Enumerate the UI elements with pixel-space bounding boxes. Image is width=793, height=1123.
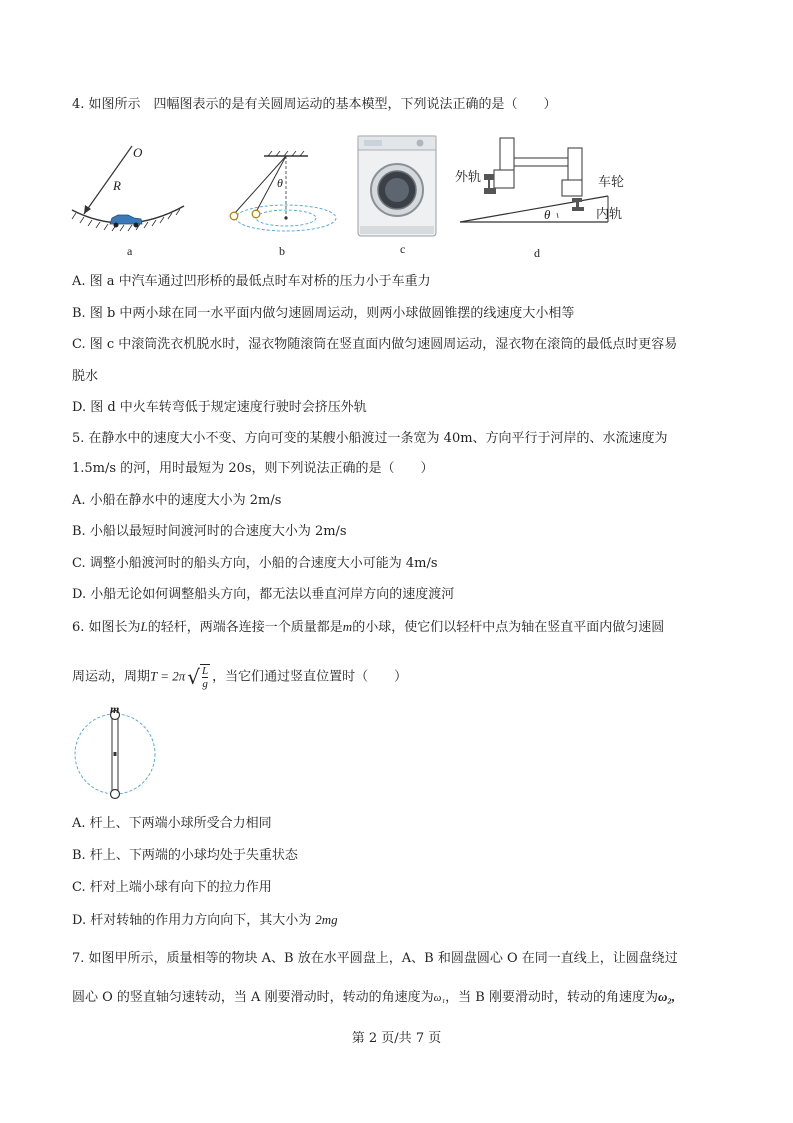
q5-option-c: C. 调整小船渡河时的船头方向，小船的合速度大小可能为 4m/s xyxy=(72,556,438,571)
q5-stem-2: 1.5m/s 的河，用时最短为 20s，则下列说法正确的是（ ） xyxy=(72,461,434,476)
label-wheel: 车轮 xyxy=(598,174,625,189)
formula-T: T = 2π xyxy=(150,668,186,684)
omega-1: ω₁ xyxy=(433,992,446,1004)
label-O: O xyxy=(133,145,143,160)
q5-option-a: A. 小船在静水中的速度大小为 2m/s xyxy=(72,493,282,508)
figure-q6 xyxy=(70,702,160,806)
q7-line-2: 圆心 O 的竖直轴匀速转动，当 A 刚要滑动时，转动的角速度为ω₁，当 B 刚要滑动时，转动的角速度为ω₂, xyxy=(72,989,676,1005)
label-R: R xyxy=(113,178,121,193)
label-outer-rail: 外轨 xyxy=(455,169,482,184)
label-theta-b: θ xyxy=(277,176,283,190)
caption-c: c xyxy=(400,242,406,256)
formula-sqrt: √ $\frac{L}{g}$ xyxy=(187,665,209,690)
q6-option-c: C. 杆对上端小球有向下的拉力作用 xyxy=(72,880,272,895)
figure-a xyxy=(66,138,191,238)
figure-b xyxy=(228,150,348,242)
q5-stem-1: 5. 在静水中的速度大小不变、方向可变的某艘小船渡过一条宽为 40m、方向平行于河岸的、水流速度为 xyxy=(72,431,668,446)
q6-option-d: D. 杆对转轴的作用力方向向下，其大小为 2mg xyxy=(72,912,338,928)
q4-option-d: D. 图 d 中火车转弯低于规定速度行驶时会挤压外轨 xyxy=(72,400,367,415)
caption-b: b xyxy=(279,244,285,258)
omega-2: ω₂, xyxy=(658,989,676,1004)
q4-option-c-cont: 脱水 xyxy=(72,369,99,384)
q7-line-1: 7. 如图甲所示，质量相等的物块 A、B 放在水平圆盘上，A、B 和圆盘圆心 O 在同一直线上，让圆盘绕过 xyxy=(72,951,678,966)
q4-option-a: A. 图 a 中汽车通过凹形桥的最低点时车对桥的压力小于车重力 xyxy=(72,274,431,289)
label-theta-d: θ xyxy=(544,207,551,222)
q4-option-c: C. 图 c 中滚筒洗衣机脱水时，湿衣物随滚筒在竖直面内做匀速圆周运动，湿衣物在滚筒的最低点时更容易 xyxy=(72,337,678,352)
label-m: m xyxy=(110,702,120,716)
q6-stem-1: 6. 如图长为L的轻杆，两端各连接一个质量都是m的小球，使它们以轻杆中点为轴在竖直平面内做匀速圆 xyxy=(72,619,665,635)
q5-option-b: B. 小船以最短时间渡河时的合速度大小为 2m/s xyxy=(72,524,347,539)
label-inner-rail: 内轨 xyxy=(596,206,623,221)
q4-stem: 4. 如图所示 四幅图表示的是有关圆周运动的基本模型，下列说法正确的是（ ） xyxy=(72,97,557,112)
q4-option-b: B. 图 b 中两小球在同一水平面内做匀速圆周运动，则两小球做圆锥摆的线速度大小相等 xyxy=(72,306,575,321)
q5-option-d: D. 小船无论如何调整船头方向，都无法以垂直河岸方向的速度渡河 xyxy=(72,587,455,602)
figure-c xyxy=(356,134,438,238)
q6-option-a: A. 杆上、下两端小球所受合力相同 xyxy=(72,816,272,831)
q6-stem-2: 周运动，周期T = 2π √ $\frac{L}{g}$ ，当它们通过竖直位置时（ ） xyxy=(72,665,408,690)
car-icon xyxy=(110,215,142,228)
page-footer: 第 2 页/共 7 页 xyxy=(351,1031,442,1046)
caption-d: d xyxy=(534,246,540,260)
q6-option-b: B. 杆上、下两端的小球均处于失重状态 xyxy=(72,848,298,863)
var-L: L xyxy=(140,619,148,634)
caption-a: a xyxy=(127,244,133,258)
value-2mg: 2mg xyxy=(315,912,338,927)
var-m: m xyxy=(342,619,353,634)
